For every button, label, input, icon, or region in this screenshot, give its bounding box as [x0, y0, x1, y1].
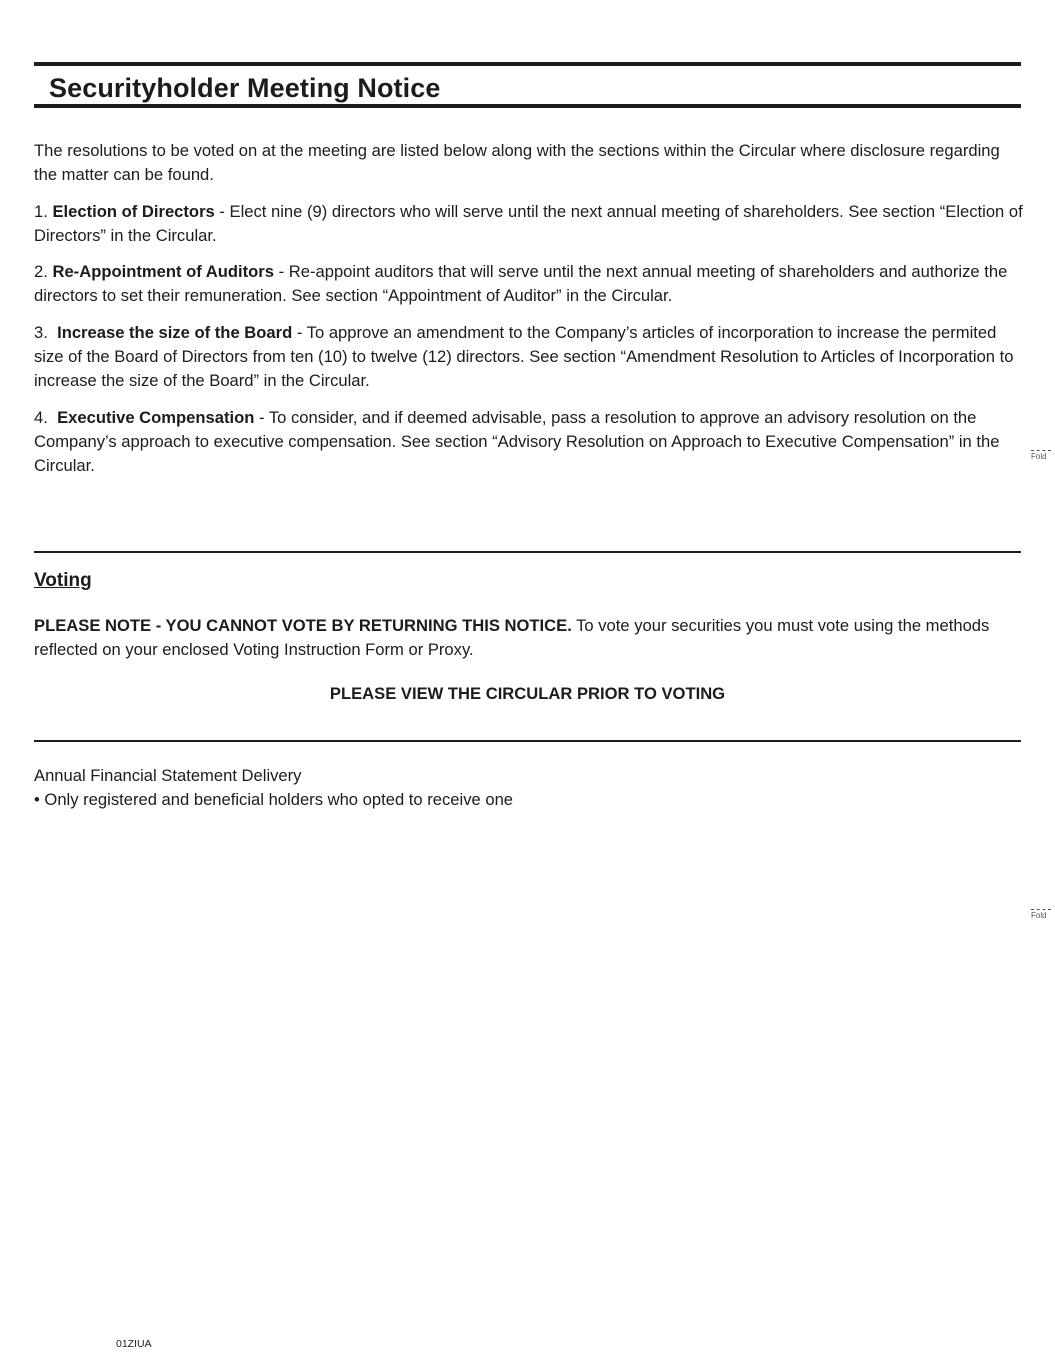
fold-mark — [1031, 909, 1055, 920]
fold-mark — [1031, 450, 1055, 461]
resolution-text: - To approve an amendment to the Company’s articles of incorporation to increase the permited size of the Board of Directors from ten (10) to twelve (12) directors. See section “Amendment Resolution to Articles of Incorporation to increase the size of the Board” in the Circular. — [34, 322, 1014, 391]
resolution-number: 3. — [34, 322, 48, 342]
view-circular-note: PLEASE VIEW THE CIRCULAR PRIOR TO VOTING — [329, 684, 726, 703]
resolution-heading: Re-Appointment of Auditors — [52, 262, 274, 282]
resolution-text: - To consider, and if deemed advisable, pass a resolution to approve an advisory resolution on the Company’s approach to executive compensation. See section “Advisory Resolution on Approach to Executive Compensation” in the Circular. — [34, 407, 1000, 476]
voting-note — [34, 614, 1024, 663]
resolutions-section — [34, 139, 1024, 491]
resolution-number: 4. — [34, 407, 48, 427]
resolution-text: - Re-appoint auditors that will serve until the next annual meeting of shareholders and authorize the directors to set their remuneration. See section “Appointment of Auditor” in the Circular. — [34, 262, 1008, 306]
section-divider — [34, 551, 1021, 553]
voting-note-bold: PLEASE NOTE - YOU CANNOT VOTE BY RETURNING THIS NOTICE. — [34, 616, 572, 635]
resolution-item-2 — [34, 260, 1024, 309]
resolution-item-3 — [34, 321, 1024, 394]
page-title: Securityholder Meeting Notice — [49, 73, 441, 103]
voting-paragraph — [34, 614, 1024, 675]
annual-financial-statement-section — [34, 764, 1024, 813]
resolution-number: 1. — [34, 201, 48, 221]
afs-bullet: • Only registered and beneficial holders who opted to receive one — [34, 790, 514, 810]
resolution-heading: Increase the size of the Board — [57, 322, 293, 342]
fold-dash — [1031, 450, 1051, 451]
voting-heading: Voting — [34, 570, 92, 591]
resolution-heading: Election of Directors — [52, 201, 215, 221]
resolution-item-1 — [34, 200, 1024, 249]
resolution-heading: Executive Compensation — [57, 407, 255, 427]
title-bar — [34, 62, 1021, 108]
afs-heading: Annual Financial Statement Delivery — [34, 766, 302, 785]
intro-paragraph: The resolutions to be voted on at the meeting are listed below along with the sections within the Circular where disclosure regarding the matter can be found. — [34, 141, 1000, 185]
fold-label: Fold — [1031, 452, 1047, 461]
fold-dash — [1031, 909, 1051, 910]
resolution-item-4 — [34, 406, 1024, 479]
fold-label: Fold — [1031, 911, 1047, 920]
resolution-text: - Elect nine (9) directors who will serve until the next annual meeting of shareholders. See section “Election of Directors” in the Circular. — [34, 201, 1023, 245]
footer-code: 01ZIUA — [116, 1338, 152, 1350]
resolution-number: 2. — [34, 262, 48, 282]
voting-note-text: To vote your securities you must vote using the methods reflected on your enclosed Voting Instruction Form or Proxy. — [34, 616, 990, 660]
section-divider — [34, 740, 1021, 742]
